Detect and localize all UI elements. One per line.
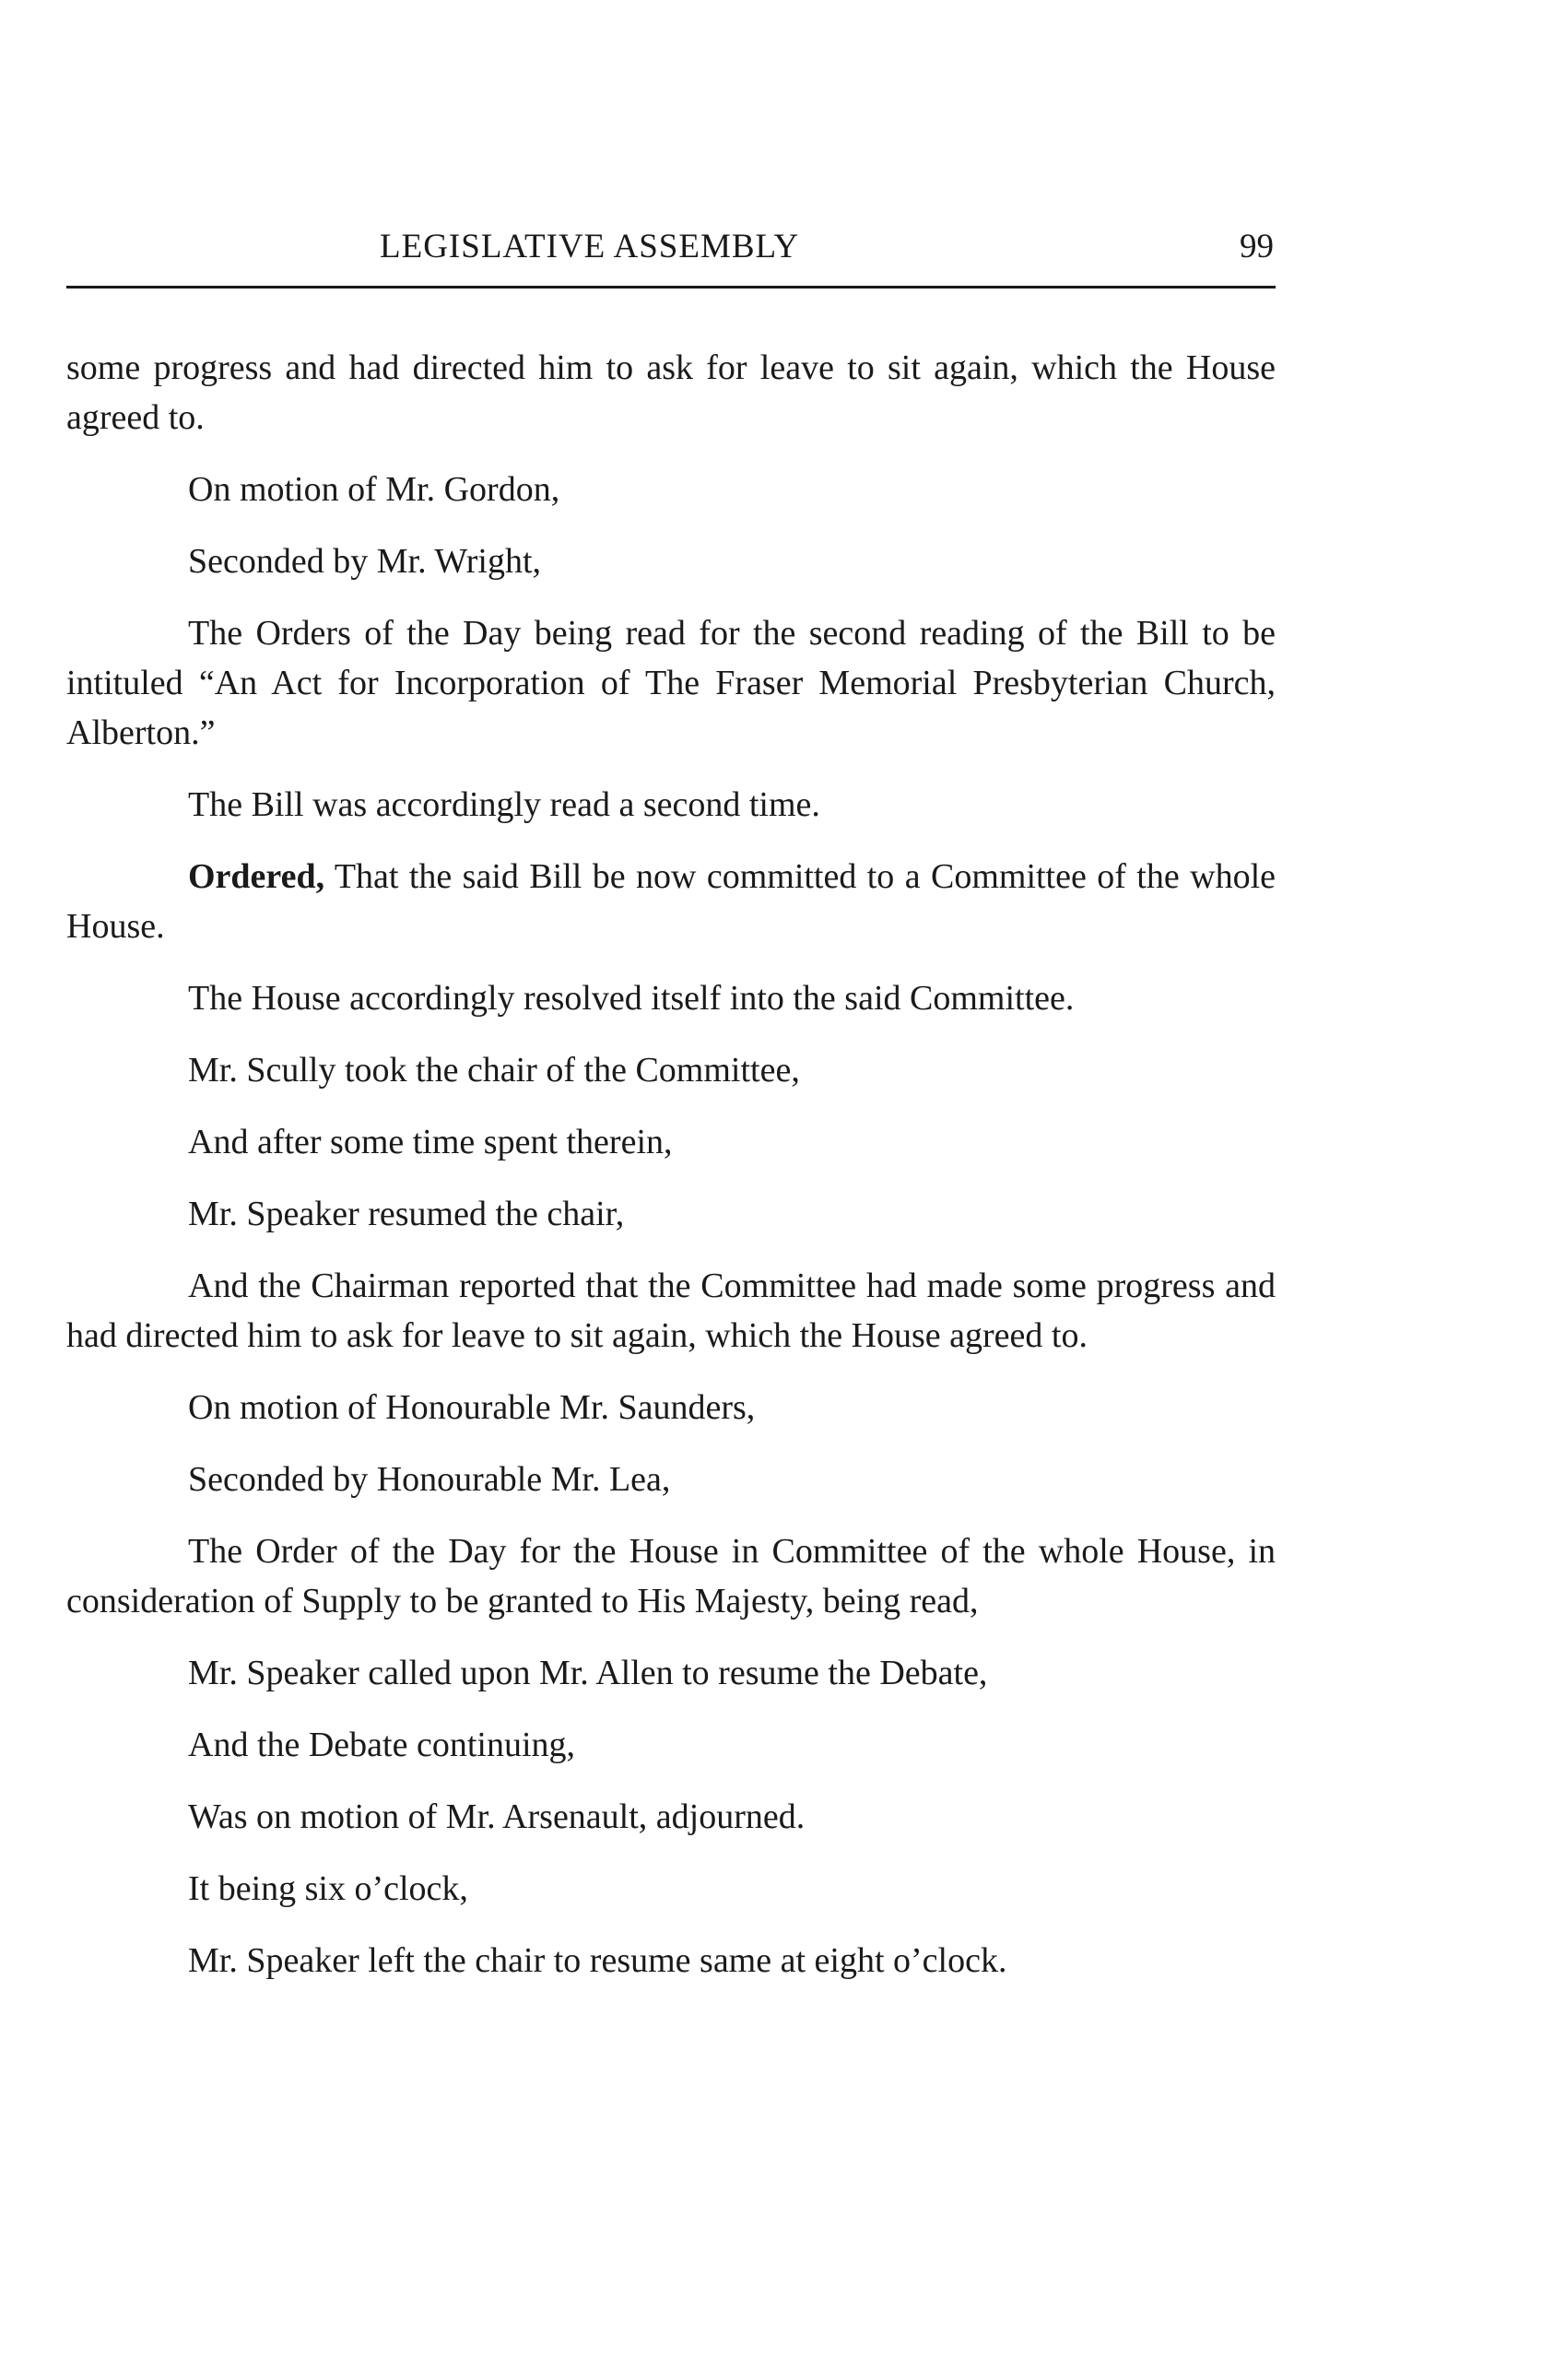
- paragraph: And the Chairman reported that the Committee had made some progress and had directed him to ask for leave to sit again, which the House agreed to.: [66, 1267, 1276, 1355]
- ordered-text: That the said Bill be now committed to a Committee of the whole House.: [66, 857, 1276, 946]
- paragraph: And after some time spent therein,: [188, 1123, 673, 1161]
- paragraph: Mr. Speaker called upon Mr. Allen to resume the Debate,: [188, 1654, 988, 1692]
- paragraph: The Bill was accordingly read a second time.: [188, 785, 820, 824]
- header-title: LEGISLATIVE ASSEMBLY: [380, 228, 800, 265]
- paragraph: Seconded by Mr. Wright,: [188, 542, 542, 581]
- paragraph-continuation: some progress and had directed him to ask for leave to sit again, which the House agreed to.: [66, 348, 1276, 437]
- paragraph: Was on motion of Mr. Arsenault, adjourned.: [188, 1797, 806, 1836]
- paragraph: And the Debate continuing,: [188, 1726, 576, 1764]
- document-page: [66, 0, 1276, 2380]
- paragraph: The Orders of the Day being read for the second reading of the Bill to be intituled “An Act for Incorporation of The Fraser Memorial Presbyterian Church, Alberton.”: [66, 614, 1276, 752]
- ordered-label: Ordered,: [188, 857, 325, 896]
- document-body: [66, 343, 1276, 2008]
- header-rule: [66, 286, 1276, 289]
- paragraph: The Order of the Day for the House in Committee of the whole House, in consideration of Supply to be granted to His Majesty, being read,: [66, 1532, 1276, 1620]
- paragraph: Mr. Speaker left the chair to resume same at eight o’clock.: [188, 1941, 1007, 1980]
- paragraph: It being six o’clock,: [188, 1869, 468, 1908]
- paragraph: Seconded by Honourable Mr. Lea,: [188, 1460, 671, 1499]
- paragraph: On motion of Mr. Gordon,: [188, 470, 560, 509]
- paragraph-ordered: [66, 852, 1276, 951]
- page-number: 99: [1240, 228, 1274, 265]
- paragraph: The House accordingly resolved itself into the said Committee.: [188, 979, 1075, 1018]
- paragraph: Mr. Scully took the chair of the Committee,: [188, 1051, 800, 1090]
- running-header: [66, 218, 1276, 277]
- paragraph: Mr. Speaker resumed the chair,: [188, 1195, 625, 1233]
- paragraph: On motion of Honourable Mr. Saunders,: [188, 1388, 756, 1427]
